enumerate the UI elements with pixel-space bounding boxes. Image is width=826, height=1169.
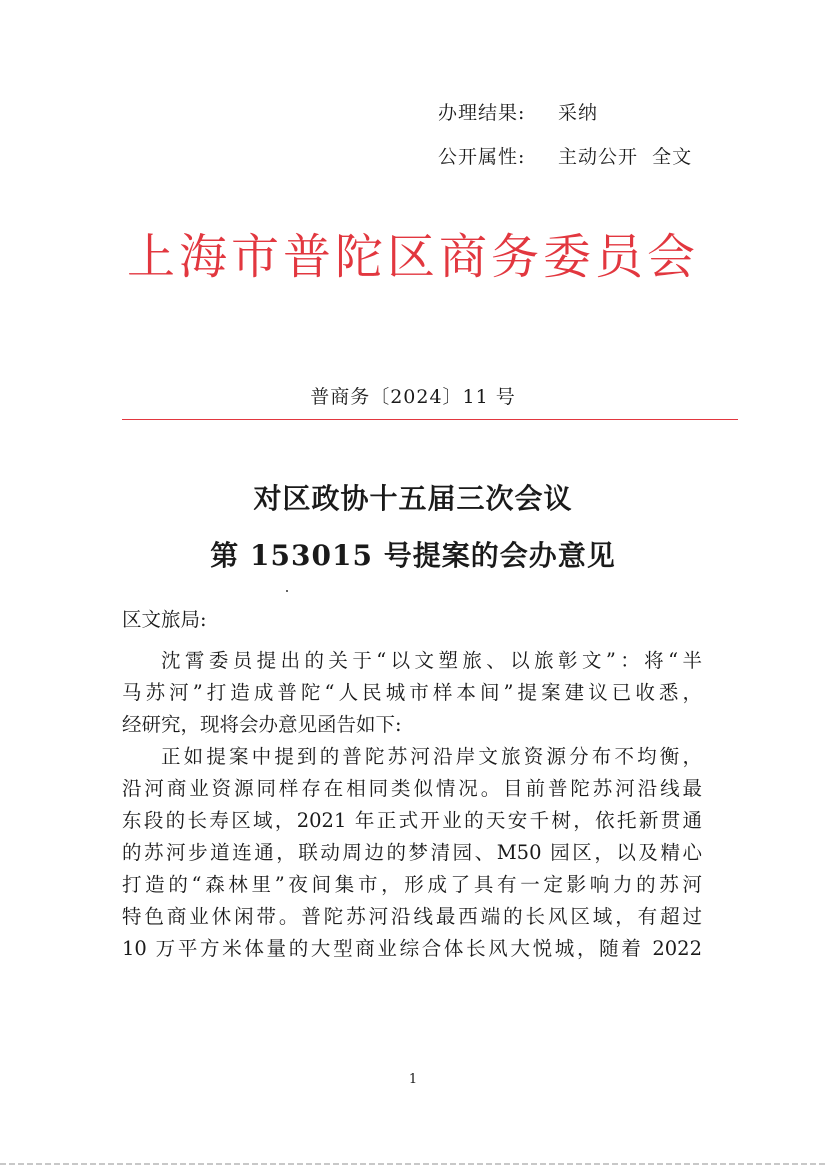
paragraph-line: 打造的“森林里”夜间集市，形成了具有一定影响力的苏河 <box>122 873 702 896</box>
document-number: 普商务〔2024〕11 号 <box>310 386 516 408</box>
paragraph-line: 特色商业休闲带。普陀苏河沿线最西端的长风区域，有超过 <box>122 905 702 928</box>
agency-letterhead: 上海市普陀区商务委员会 <box>126 229 699 285</box>
document-title-line-2: 第 153015 号提案的会办意见 <box>210 539 616 572</box>
page-number: 1 <box>408 1072 418 1087</box>
paragraph-line: 10 万平方米体量的大型商业综合体长风大悦城，随着 2022 <box>122 937 702 960</box>
addressee: 区文旅局: <box>122 608 207 631</box>
paragraph-line: 正如提案中提到的普陀苏河沿岸文旅资源分布不均衡， <box>161 745 702 768</box>
letterhead-divider <box>122 419 738 420</box>
paragraph-line: 沿河商业资源同样存在相同类似情况。目前普陀苏河沿线最 <box>122 777 702 800</box>
handling-result-value: 采纳 <box>558 102 599 124</box>
scan-speck <box>286 590 288 592</box>
paragraph-acknowledgement <box>122 645 702 741</box>
paragraph-opinion <box>122 741 702 965</box>
disclosure-value: 主动公开 全文 <box>558 146 693 168</box>
document-title-line-1: 对区政协十五届三次会议 <box>253 482 573 515</box>
paragraph-line: 经研究，现将会办意见函告如下: <box>122 713 402 736</box>
handling-result-row <box>438 98 598 125</box>
handling-result-label: 办理结果: <box>438 102 526 124</box>
disclosure-row <box>438 142 692 169</box>
scan-edge-line <box>0 1163 826 1165</box>
paragraph-line: 沈霄委员提出的关于“以文塑旅、以旅彰文”：将“半 <box>161 649 702 672</box>
paragraph-line: 东段的长寿区域，2021 年正式开业的天安千树，依托新贯通 <box>122 809 702 832</box>
paragraph-line: 的苏河步道连通，联动周边的梦清园、M50 园区，以及精心 <box>122 841 702 864</box>
disclosure-label: 公开属性: <box>438 146 526 168</box>
paragraph-line: 马苏河”打造成普陀“人民城市样本间”提案建议已收悉， <box>122 681 702 704</box>
